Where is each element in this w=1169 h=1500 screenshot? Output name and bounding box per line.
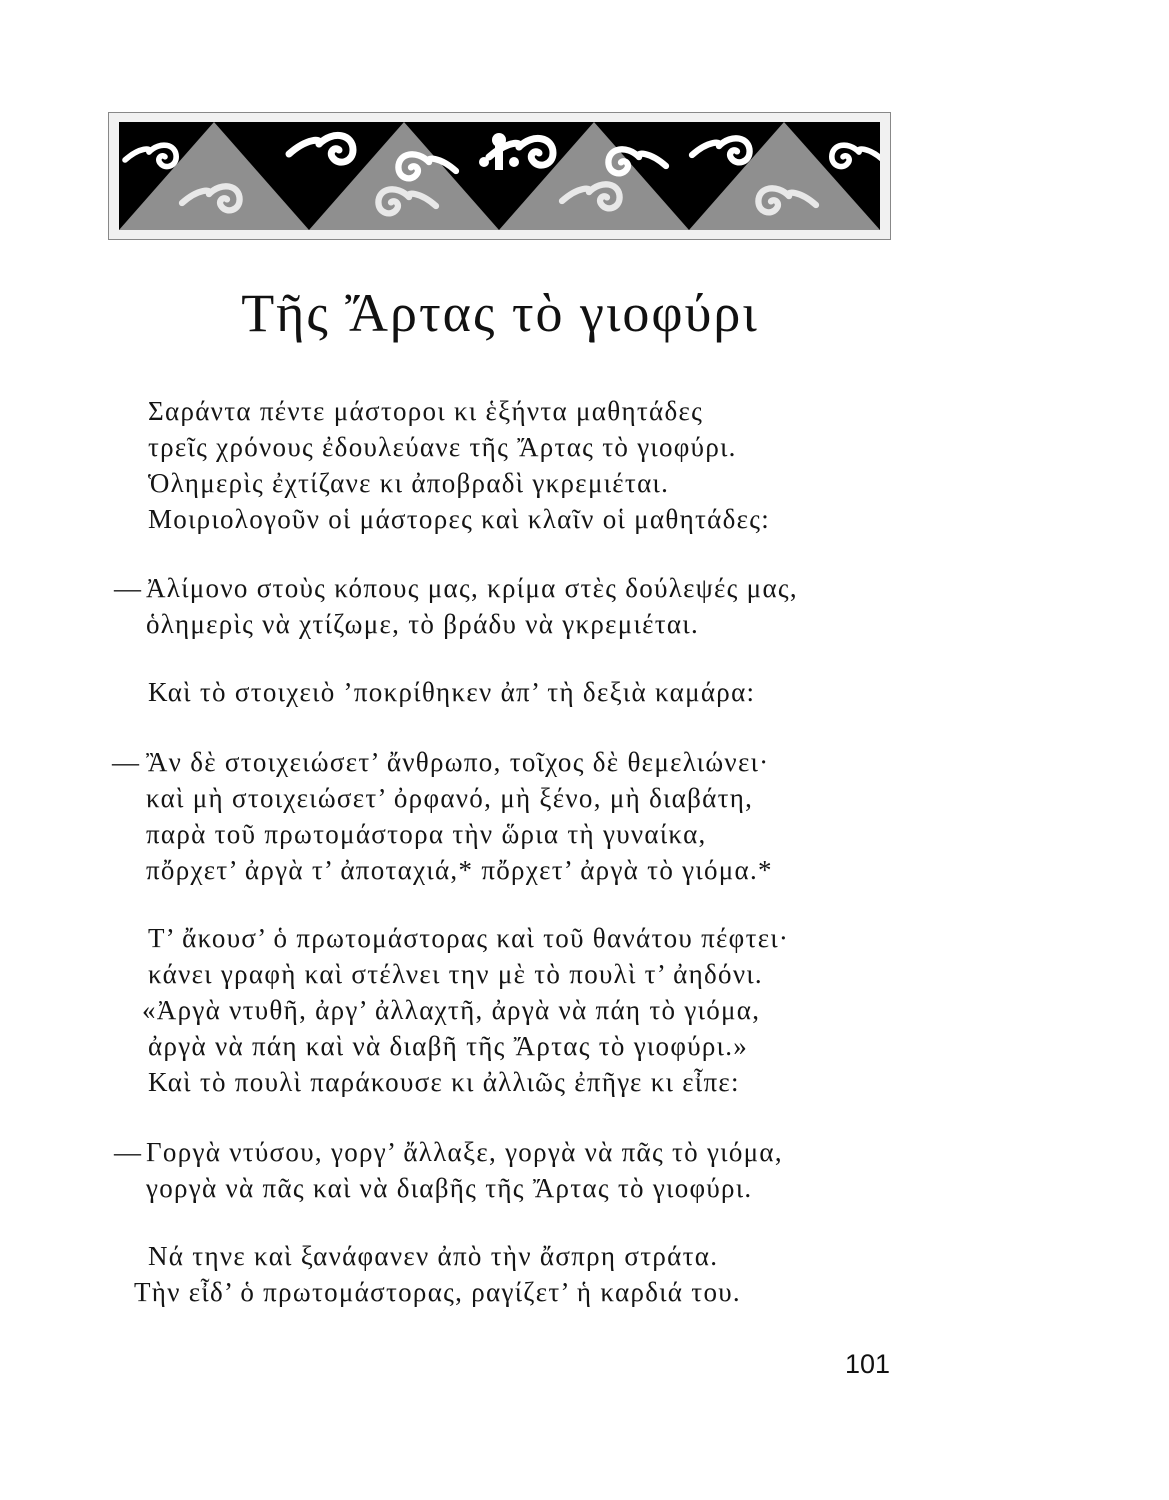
dialogue-dash: —: [112, 747, 139, 777]
poem-line: Μοιριολογοῦν οἱ μάστορες καὶ κλαῖν οἱ μαθητάδες:: [148, 504, 771, 534]
page-number: 101: [845, 1349, 891, 1379]
poem-line: ἀργὰ νὰ πάη καὶ νὰ διαβῆ τῆς Ἄρτας τὸ γιοφύρι.»: [148, 1031, 749, 1061]
poem-line: Ἀλίμονο στοὺς κόπους μας, κρίμα στὲς δούλεψές μας,: [146, 573, 798, 603]
ornamental-band-icon: [119, 122, 880, 230]
poem-line: Ἂν δὲ στοιχειώσετ’ ἄνθρωπο, τοῖχος δὲ θεμελιώνει·: [146, 747, 770, 777]
poem-line: κάνει γραφὴ καὶ στέλνει την μὲ τὸ πουλὶ τ’ ἀηδόνι.: [148, 959, 763, 989]
poem-line: «Ἀργὰ ντυθῆ, ἀργ’ ἀλλαχτῆ, ἀργὰ νὰ πάη τὸ γιόμα,: [142, 995, 761, 1025]
poem-line: Τ’ ἄκουσ’ ὁ πρωτομάστορας καὶ τοῦ θανάτου πέφτει·: [148, 923, 790, 953]
poem-title: Τῆς Ἄρτας τὸ γιοφύρι: [241, 283, 759, 343]
poem-line: γοργὰ νὰ πᾶς καὶ νὰ διαβῆς τῆς Ἄρτας τὸ γιοφύρι.: [146, 1173, 753, 1203]
poem-line: πὄρχετ’ ἀργὰ τ’ ἀποταχιά,* πὄρχετ’ ἀργὰ τὸ γιόμα.*: [146, 855, 773, 885]
poem-line: Σαράντα πέντε μάστοροι κι ἑξήντα μαθητάδες: [148, 396, 704, 426]
ornament-svg: [119, 122, 880, 230]
ornamental-header: [108, 112, 891, 240]
poem-line: Τὴν εἶδ’ ὁ πρωτομάστορας, ραγίζετ’ ἡ καρδιά του.: [134, 1277, 741, 1307]
poem-line: Καὶ τὸ στοιχειὸ ’ποκρίθηκεν ἀπ’ τὴ δεξιὰ καμάρα:: [148, 677, 756, 707]
poem-line: Καὶ τὸ πουλὶ παράκουσε κι ἀλλιῶς ἐπῆγε κι εἶπε:: [148, 1067, 740, 1097]
poem-line: Νά τηνε καὶ ξανάφανεν ἀπὸ τὴν ἄσπρη στράτα.: [148, 1241, 719, 1271]
poem-line: παρὰ τοῦ πρωτομάστορα τὴν ὥρια τὴ γυναίκα,: [146, 819, 707, 849]
poem-line: Γοργὰ ντύσου, γοργ’ ἄλλαξε, γοργὰ νὰ πᾶς τὸ γιόμα,: [146, 1137, 783, 1167]
poem-line: τρεῖς χρόνους ἐδουλεύανε τῆς Ἄρτας τὸ γιοφύρι.: [148, 432, 737, 462]
dialogue-dash: —: [114, 1137, 141, 1167]
dialogue-dash: —: [114, 573, 141, 603]
poem-line: Ὁλημερὶς ἐχτίζανε κι ἀποβραδὶ γκρεμιέται.: [148, 468, 670, 498]
poem-line: ὁλημερὶς νὰ χτίζωμε, τὸ βράδυ νὰ γκρεμιέται.: [146, 609, 699, 639]
poem-line: καὶ μὴ στοιχειώσετ’ ὀρφανό, μὴ ξένο, μὴ διαβάτη,: [146, 783, 754, 813]
